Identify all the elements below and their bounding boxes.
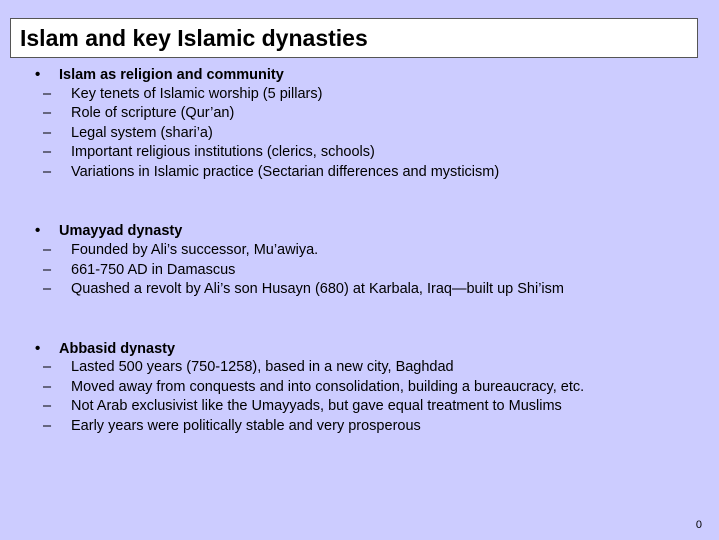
slide-title: Islam and key Islamic dynasties: [20, 24, 368, 51]
slide-title-box: [10, 18, 698, 58]
dash-icon: –: [43, 105, 52, 121]
list-item-text: Legal system (shari’a): [71, 125, 213, 141]
list-item-text: Variations in Islamic practice (Sectarian differences and mysticism): [71, 164, 500, 180]
list-item: [43, 262, 235, 278]
dash-icon: –: [43, 418, 52, 434]
list-item-text: Important religious institutions (clerics, schools): [71, 144, 375, 160]
dash-icon: –: [43, 359, 52, 375]
bullet-icon: •: [35, 222, 41, 239]
list-item-text: Key tenets of Islamic worship (5 pillars): [71, 86, 323, 102]
section-heading-abbasid: [35, 340, 175, 357]
section-heading-islam: [35, 66, 284, 83]
list-item-text: Early years were politically stable and very prosperous: [71, 418, 421, 434]
dash-icon: –: [43, 242, 52, 258]
list-item-text: Not Arab exclusivist like the Umayyads, but gave equal treatment to Muslims: [71, 398, 562, 414]
dash-icon: –: [43, 262, 52, 278]
list-item: [43, 359, 454, 375]
list-item-text: Lasted 500 years (750-1258), based in a new city, Baghdad: [71, 359, 454, 375]
slide-number: 0: [695, 519, 702, 531]
dash-icon: –: [43, 398, 52, 414]
list-item: [43, 379, 584, 395]
dash-icon: –: [43, 379, 52, 395]
list-item: [43, 144, 375, 160]
list-item: [43, 125, 213, 141]
list-item-text: Moved away from conquests and into consolidation, building a bureaucracy, etc.: [71, 379, 585, 395]
section-heading-umayyad: [35, 222, 182, 239]
list-item-text: Quashed a revolt by Ali’s son Husayn (680) at Karbala, Iraq—built up Shi’ism: [71, 281, 564, 297]
section-heading-label: Islam as religion and community: [59, 67, 284, 83]
section-heading-label: Abbasid dynasty: [59, 341, 176, 357]
list-item-text: Founded by Ali’s successor, Mu’awiya.: [71, 242, 319, 258]
list-item: [43, 105, 234, 121]
list-item-text: 661-750 AD in Damascus: [71, 262, 236, 278]
bullet-icon: •: [35, 66, 41, 83]
list-item-text: Role of scripture (Qur’an): [71, 105, 235, 121]
dash-icon: –: [43, 86, 52, 102]
list-item: [43, 398, 562, 414]
list-item: [43, 281, 564, 297]
list-item: [43, 164, 499, 180]
dash-icon: –: [43, 164, 52, 180]
list-item: [43, 418, 421, 434]
dash-icon: –: [43, 281, 52, 297]
bullet-icon: •: [35, 340, 41, 357]
section-heading-label: Umayyad dynasty: [59, 223, 183, 239]
dash-icon: –: [43, 125, 52, 141]
list-item: [43, 242, 318, 258]
dash-icon: –: [43, 144, 52, 160]
list-item: [43, 86, 322, 102]
